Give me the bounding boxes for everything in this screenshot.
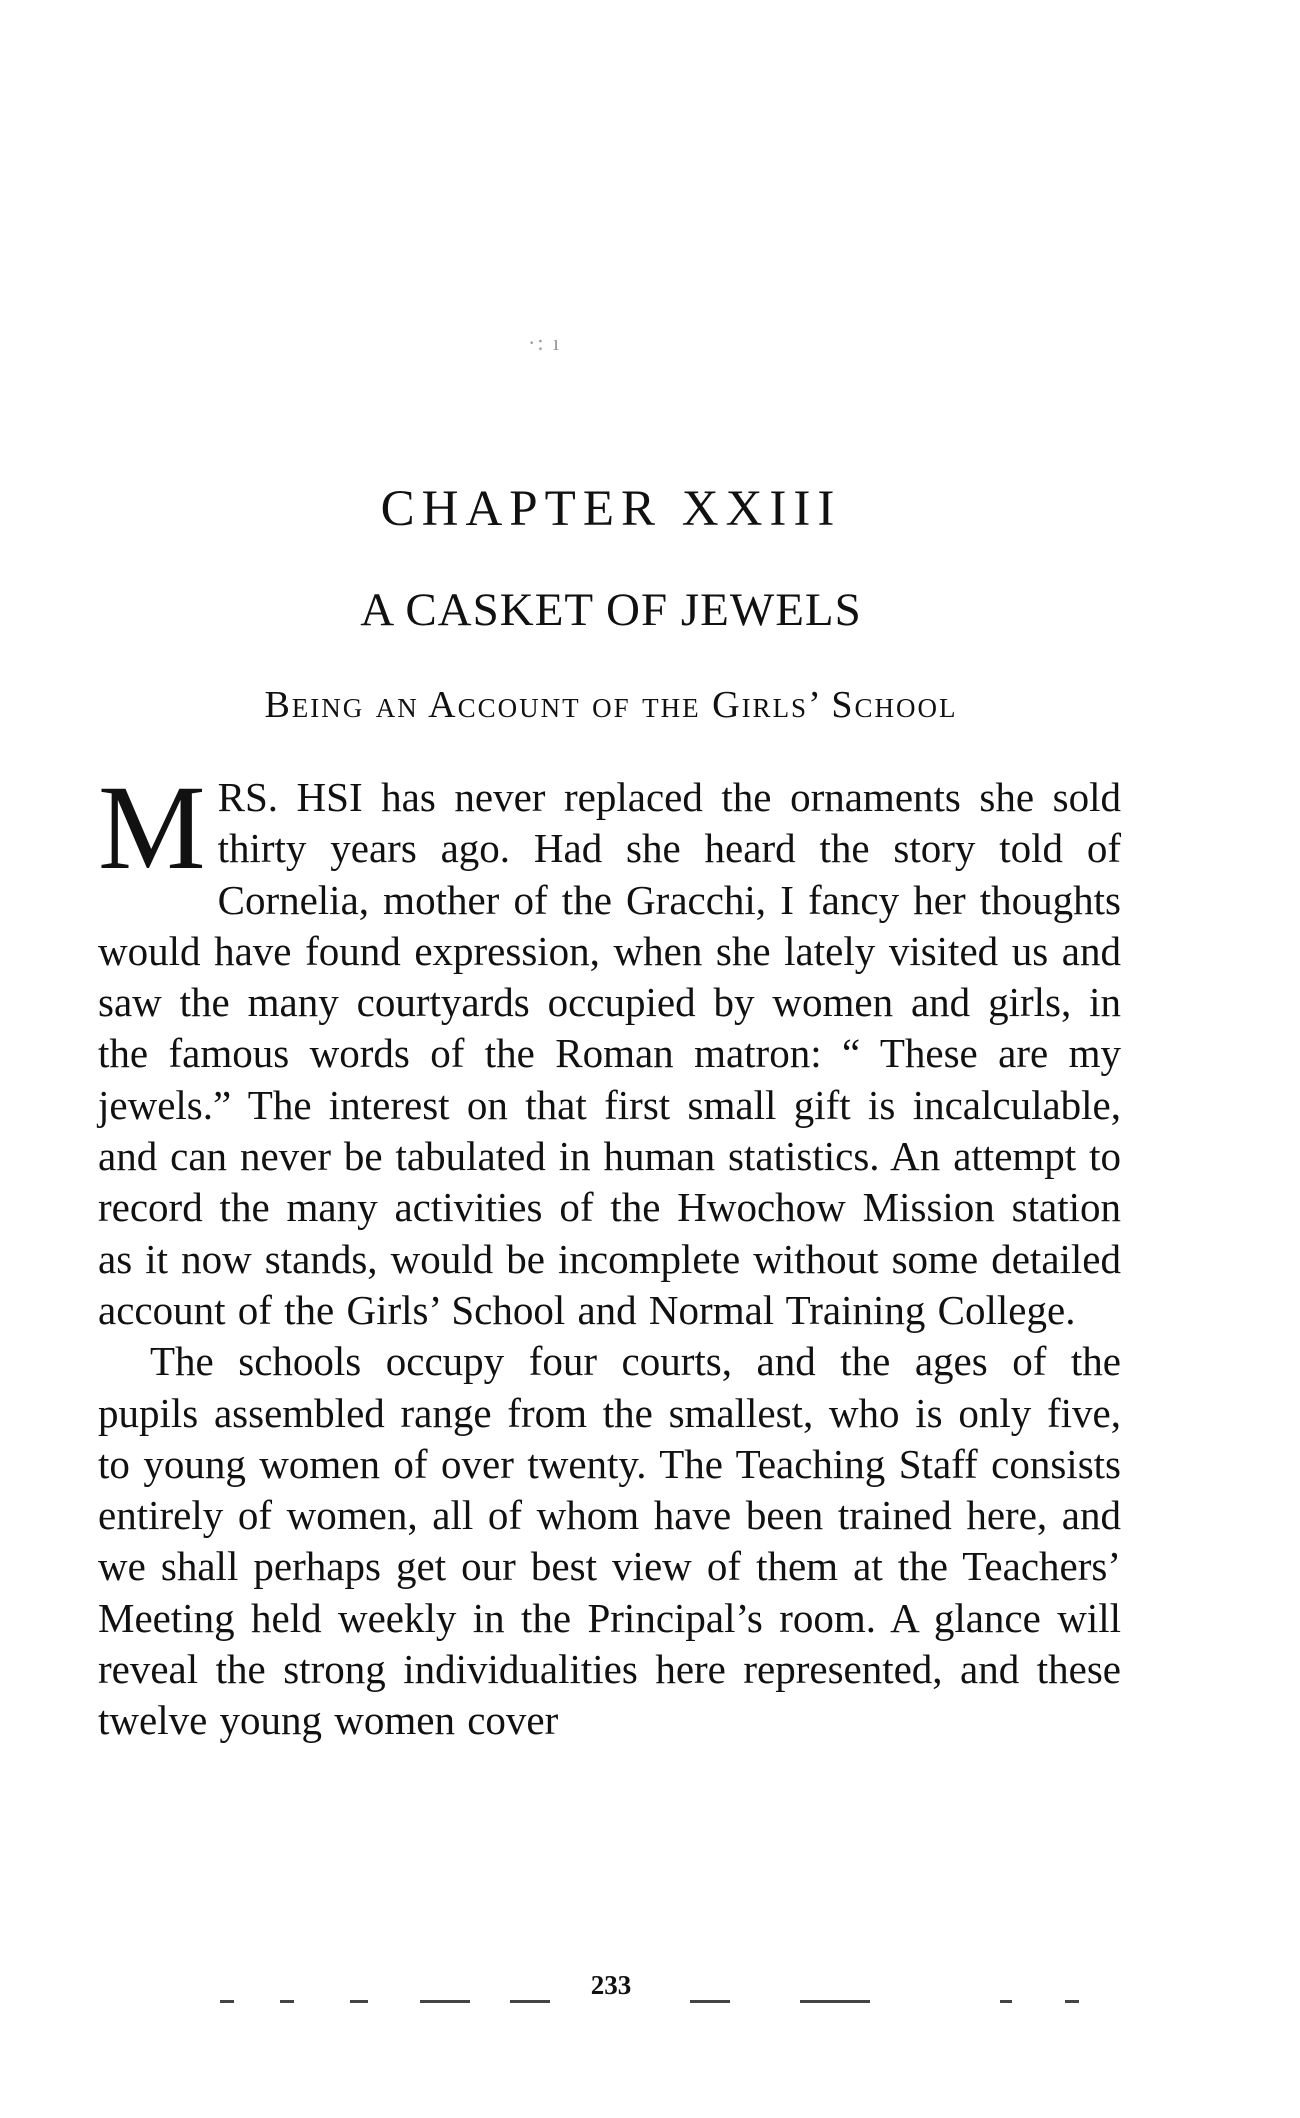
chapter-subtitle: Being an Account of the Girls’ School: [264, 684, 958, 726]
page-number: 233: [590, 1970, 632, 2000]
paragraph-2: The schools occupy four courts, and the ages of the pupils assembled range from the smallest, who is only five, to young women of over twenty. The Teaching Staff consists entirely of women, all of whom have been trained here, and we shall perhaps get our best view of them at the Teachers’ Meeting held weekly in the Principal’s room. A glance will reveal the strong individualities here represented, and these twelve young women cover: [98, 1338, 1121, 1744]
scan-artifact-mark: ·: ı: [528, 330, 562, 355]
chapter-number: CHAPTER XXIII: [380, 481, 842, 537]
chapter-title: A CASKET OF JEWELS: [360, 584, 862, 636]
paragraph-1: [98, 761, 1121, 1336]
paragraph-1-text: RS. HSI has never replaced the ornaments she sold thirty years ago. Had she heard the story told of Cornelia, mother of the Gracchi, I fancy her thoughts would have found expression, when she lately visited us and saw the many courtyards occupied by women and girls, in the famous words of the Roman matron: “ These are my jewels.” The interest on that first small gift is incalculable, and can never be tabulated in human statistics. An attempt to record the many activities of the Hwochow Mission station as it now stands, would be incomplete without some detailed account of the Girls’ School and Normal Training College.: [98, 774, 1121, 1333]
bottom-rule-divider: [220, 2000, 1100, 2006]
drop-cap: M: [98, 761, 206, 895]
body-text: [98, 761, 1121, 1747]
